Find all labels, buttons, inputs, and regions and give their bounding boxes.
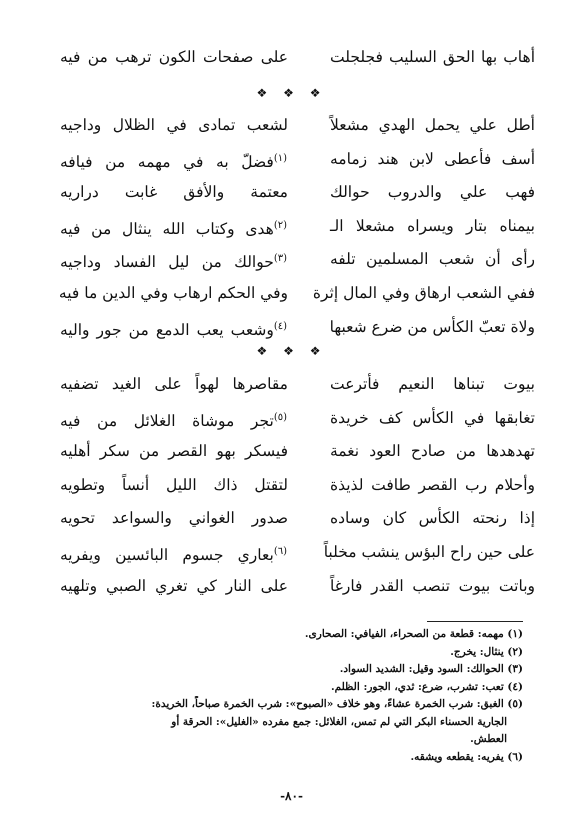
verse-first-hemistich: فهب علي والدروب حوالك <box>330 183 535 202</box>
footnote-marker: (٣) <box>273 253 287 265</box>
verse-first-hemistich: وأحلام رب القصر طافت لذيذة <box>330 475 535 494</box>
footnote-continuation: العطش. <box>470 733 507 745</box>
verse-second-hemistich: فيسكر بهو القصر من سكر أهليه <box>60 442 288 461</box>
footnote: (٦) يفريه: يقطعه ويشقه. <box>410 750 523 763</box>
verse-line <box>60 216 535 250</box>
verse-first-hemistich: تهدهدها من صادح العود نغمة <box>330 442 535 461</box>
page-number: -٨٠- <box>280 789 303 803</box>
verse-line <box>60 475 535 509</box>
footnote-marker: (٤) <box>273 320 287 332</box>
verse-first-hemistich: ولاة تعبّ الكأس من ضرع شعبها <box>329 317 535 336</box>
verse-line <box>60 149 535 183</box>
ornament-divider: ❖ ❖ ❖ <box>256 344 327 358</box>
verse-line <box>60 47 535 81</box>
verse-line <box>60 542 535 576</box>
verse-line <box>60 374 535 408</box>
verse-second-hemistich <box>60 542 288 565</box>
footnote: (٤) تعب: تشرب، ضرع: ثدي، الجور: الظلم. <box>330 680 523 693</box>
verse-line <box>60 576 535 610</box>
footnote-marker: (٢) <box>273 219 287 231</box>
footnote: (٣) الحوالك: السود وقيل: الشديد السواد. <box>339 663 523 675</box>
verse-second-hemistich <box>60 317 288 340</box>
verse-second-hemistich <box>60 216 288 239</box>
hemistich-text: تجر موشاة الغلائل من فيه <box>60 411 274 430</box>
verse-first-hemistich: على حين راح البؤس ينشب مخلباً <box>323 542 535 561</box>
verse-second-hemistich: صدور الغواني والسواعد تحويه <box>60 509 288 528</box>
ornament-divider: ❖ ❖ ❖ <box>256 86 327 100</box>
verse-second-hemistich: معتمة والأفق غابت دراريه <box>60 183 288 202</box>
stanza-3 <box>60 374 535 609</box>
footnote-separator <box>427 621 523 622</box>
footnote-continuation: الجارية الحسناء البكر التي لم تمس، الغلائل: جمع مفرده «الغليل»: الحرقة أو <box>171 715 507 728</box>
verse-first-hemistich: أهاب بها الحق السليب فجلجلت <box>330 48 535 66</box>
footnotes <box>50 626 523 766</box>
verse-first-hemistich: وباتت بيوت تنصب القدر فارغاً <box>330 576 535 595</box>
verse-first-hemistich: بيمناه بتار ويسراه مشعلا الـ <box>330 216 535 235</box>
stanza-1 <box>60 47 535 81</box>
verse-line <box>60 283 535 317</box>
hemistich-text: هدى وكتاب الله ينثال من فيه <box>60 219 274 238</box>
verse-second-hemistich: وفي الحكم ارهاب وفي الدين ما فيه <box>58 283 288 302</box>
footnote-marker: (٥) <box>273 411 287 423</box>
verse-first-hemistich: أطل علي يحمل الهدي مشعلاً <box>330 116 535 134</box>
verse-line <box>60 508 535 542</box>
verse-first-hemistich: أسف فأعطى لابن هند زمامه <box>330 149 535 168</box>
hemistich-text: بعاري جسوم البائسين ويفريه <box>60 546 274 565</box>
footnote-marker: (٦) <box>273 545 287 557</box>
verse-first-hemistich: رأى أن شعب المسلمين تلفه <box>330 250 535 269</box>
verse-line <box>60 249 535 283</box>
verse-second-hemistich <box>60 149 288 172</box>
footnote: (٥) الغبق: شرب الخمرة عشاءً، وهو خلاف «الصبوح»: شرب الخمرة صباحاً، الخريدة: <box>151 698 523 710</box>
stanza-2 <box>60 115 535 350</box>
verse-second-hemistich: مقاصرها لهواً على الغيد تضفيه <box>60 375 288 393</box>
verse-second-hemistich: لشعب تمادى في الظلال وداجيه <box>60 116 288 134</box>
verse-line <box>60 115 535 149</box>
hemistich-text: فضلّ به في مهمه من فيافه <box>60 152 274 171</box>
hemistich-text: وشعب يعب الدمع من جور واليه <box>60 320 274 339</box>
verse-second-hemistich: على النار كي تغري الصبي وتلهيه <box>60 576 288 595</box>
footnote-marker: (١) <box>273 152 287 164</box>
verse-line <box>60 408 535 442</box>
footnote: (٢) ينثال: يخرج. <box>450 645 523 658</box>
verse-first-hemistich: تغابقها في الكأس كف خريدة <box>330 408 535 427</box>
footnote: (١) مهمه: قطعة من الصحراء، الفيافي: الصحارى. <box>304 628 523 640</box>
verse-second-hemistich <box>60 249 288 272</box>
verse-first-hemistich: إذا رنحته الكأس كان وساده <box>330 509 535 528</box>
verse-first-hemistich: ففي الشعب ارهاق وفي المال إثرة <box>312 283 535 302</box>
hemistich-text: حوالك من ليل الفساد وداجيه <box>60 253 274 272</box>
verse-first-hemistich: بيوت تبناها النعيم فأترعت <box>330 375 535 393</box>
verse-line <box>60 441 535 475</box>
verse-line <box>60 182 535 216</box>
verse-second-hemistich: لتقتل ذاك الليل أنساً وتطويه <box>60 475 288 494</box>
verse-second-hemistich <box>60 408 288 431</box>
verse-second-hemistich: على صفحات الكون ترهب من فيه <box>60 48 288 66</box>
